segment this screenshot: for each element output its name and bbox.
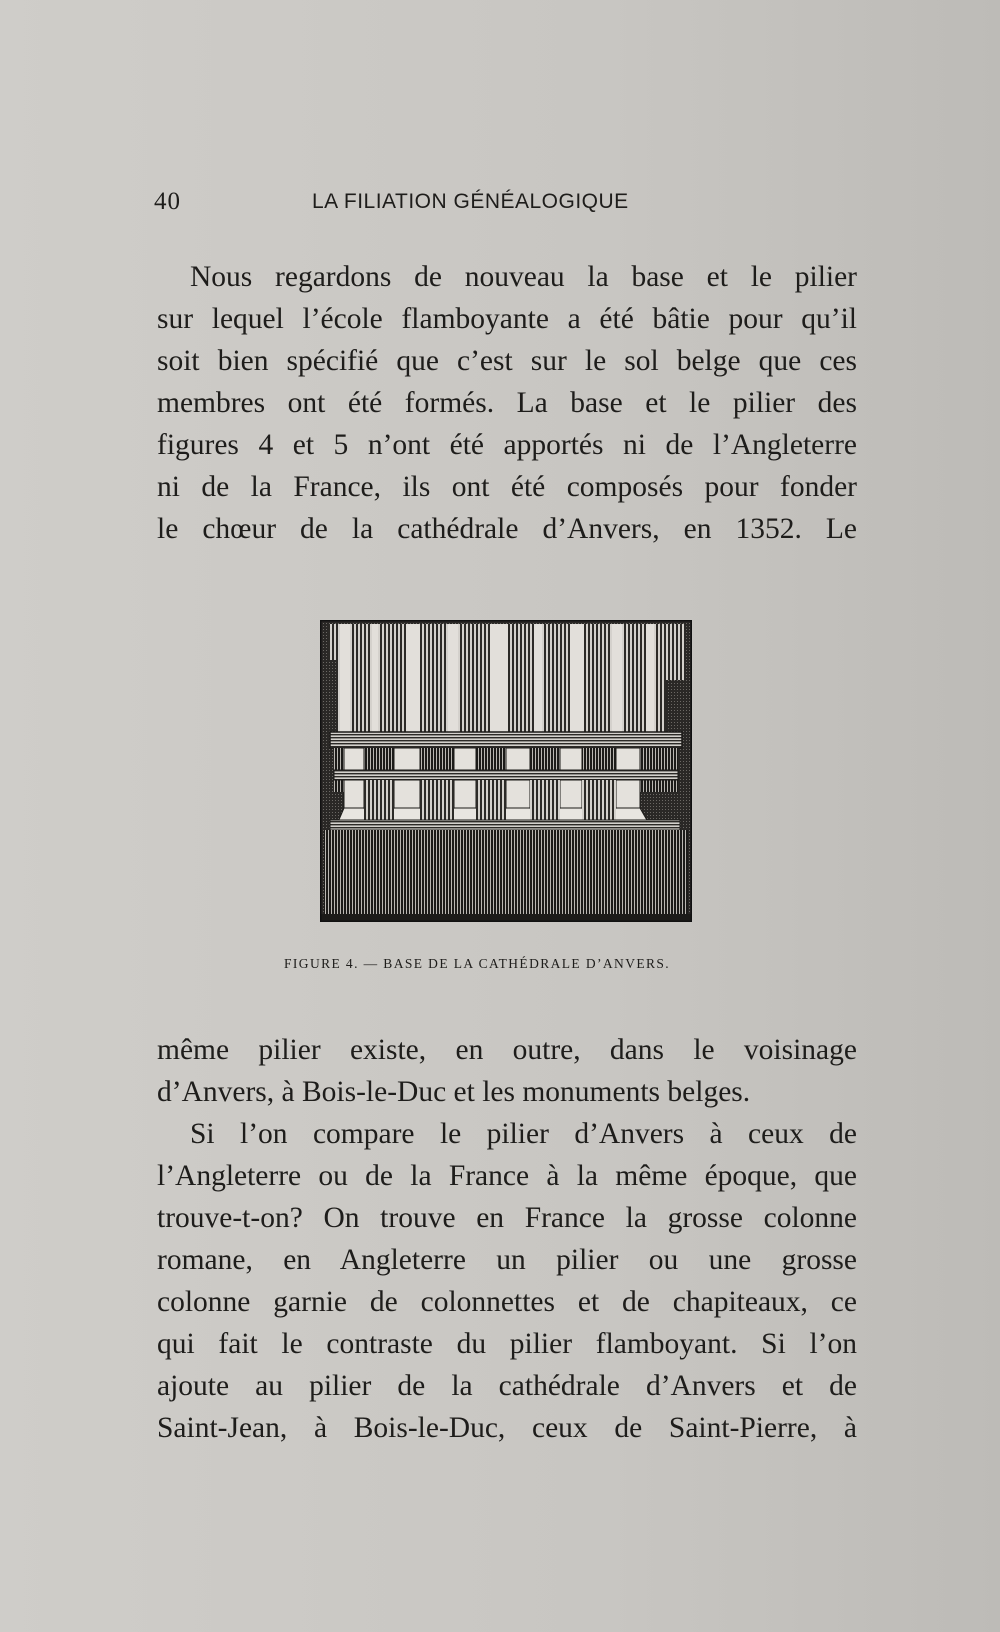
paragraph-top bbox=[157, 256, 857, 550]
text-line: qui fait le contraste du pilier flamboyant. Si l’on bbox=[157, 1328, 857, 1360]
text-line: Si l’on compare le pilier d’Anvers à ceux de bbox=[190, 1118, 857, 1150]
text-line: même pilier existe, en outre, dans le voisinage bbox=[157, 1034, 857, 1066]
text-line: trouve-t-on? On trouve en France la grosse colonne bbox=[157, 1202, 857, 1234]
running-title: LA FILIATION GÉNÉALOGIQUE bbox=[312, 190, 629, 213]
text-line: sur lequel l’école flamboyante a été bâtie pour qu’il bbox=[157, 303, 857, 335]
page-number: 40 bbox=[154, 188, 181, 215]
engraving-illustration bbox=[320, 620, 692, 922]
engraving-cathedral-base bbox=[320, 620, 692, 922]
text-line: membres ont été formés. La base et le pilier des bbox=[157, 387, 857, 419]
text-line: l’Angleterre ou de la France à la même époque, que bbox=[157, 1160, 857, 1192]
text-line: Nous regardons de nouveau la base et le pilier bbox=[190, 261, 857, 293]
text-line: soit bien spécifié que c’est sur le sol belge que ces bbox=[157, 345, 857, 377]
text-line: le chœur de la cathédrale d’Anvers, en 1352. Le bbox=[157, 513, 857, 545]
text-line: Saint-Jean, à Bois-le-Duc, ceux de Saint-Pierre, à bbox=[157, 1412, 857, 1444]
text-line: ni de la France, ils ont été composés pour fonder bbox=[157, 471, 857, 503]
text-line: ajoute au pilier de la cathédrale d’Anvers et de bbox=[157, 1370, 857, 1402]
text-line: figures 4 et 5 n’ont été apportés ni de l’Angleterre bbox=[157, 429, 857, 461]
text-line: d’Anvers, à Bois-le-Duc et les monuments belges. bbox=[157, 1076, 751, 1108]
paragraph-bottom bbox=[157, 1029, 857, 1449]
running-head bbox=[152, 188, 712, 224]
figure-caption: FIGURE 4. — BASE DE LA CATHÉDRALE D’ANVERS. bbox=[284, 956, 671, 971]
text-line: colonne garnie de colonnettes et de chapiteaux, ce bbox=[157, 1286, 857, 1318]
text-line: romane, en Angleterre un pilier ou une grosse bbox=[157, 1244, 857, 1276]
